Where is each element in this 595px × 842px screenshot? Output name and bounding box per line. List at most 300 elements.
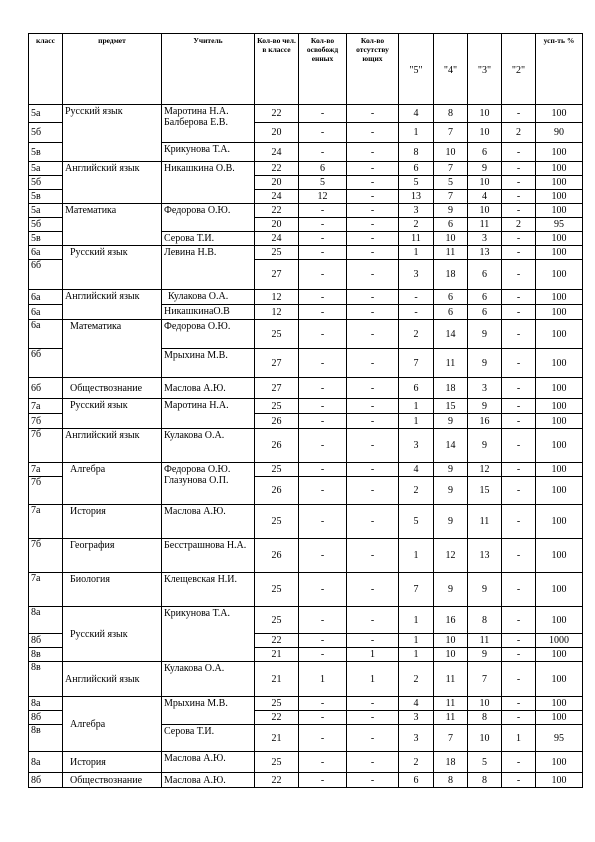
exempt-cell: - <box>299 648 347 662</box>
grade5-cell: 11 <box>399 232 434 246</box>
grade4-cell: 7 <box>434 162 468 176</box>
grade4-cell: 9 <box>434 505 468 539</box>
progress-cell: 100 <box>536 246 583 260</box>
class-cell: 7б <box>29 429 63 463</box>
header-class: класс <box>29 34 63 105</box>
class-cell: 8а <box>29 752 63 773</box>
grade3-cell: 6 <box>468 143 502 162</box>
grade3-cell: 9 <box>468 162 502 176</box>
subject-cell: Математика <box>63 204 162 246</box>
count-cell: 12 <box>255 305 299 320</box>
grade5-cell: 13 <box>399 190 434 204</box>
grade2-cell: - <box>502 349 536 378</box>
absent-cell: - <box>347 232 399 246</box>
grade4-cell: 14 <box>434 429 468 463</box>
grade5-cell: 8 <box>399 143 434 162</box>
grade5-cell: 2 <box>399 752 434 773</box>
progress-cell: 100 <box>536 232 583 246</box>
count-cell: 25 <box>255 246 299 260</box>
header-row <box>29 34 583 105</box>
count-cell: 25 <box>255 320 299 349</box>
grade5-cell: 7 <box>399 349 434 378</box>
count-cell: 21 <box>255 648 299 662</box>
progress-cell: 100 <box>536 539 583 573</box>
grade3-cell: 11 <box>468 218 502 232</box>
grade3-cell: 8 <box>468 773 502 788</box>
exempt-cell: - <box>299 232 347 246</box>
class-cell: 6б <box>29 349 63 378</box>
absent-cell: 1 <box>347 662 399 697</box>
grade3-cell: 10 <box>468 176 502 190</box>
progress-cell: 100 <box>536 773 583 788</box>
grade5-cell: 1 <box>399 399 434 414</box>
exempt-cell: - <box>299 634 347 648</box>
grade3-cell: 7 <box>468 662 502 697</box>
grade5-cell: 2 <box>399 477 434 505</box>
teacher-cell: Мрыхина М.В. <box>162 697 255 725</box>
teacher-cell: НикашкинаО.В <box>162 305 255 320</box>
subject-cell: Обществознание <box>63 773 162 788</box>
grade5-cell: 2 <box>399 320 434 349</box>
grade2-cell: - <box>502 378 536 399</box>
grade2-cell: - <box>502 105 536 123</box>
absent-cell: - <box>347 414 399 429</box>
grade3-cell: 10 <box>468 123 502 143</box>
absent-cell: - <box>347 725 399 752</box>
absent-cell: - <box>347 573 399 607</box>
grade4-cell: 11 <box>434 662 468 697</box>
grade5-cell: 1 <box>399 634 434 648</box>
grade4-cell: 9 <box>434 463 468 477</box>
count-cell: 26 <box>255 477 299 505</box>
count-cell: 27 <box>255 378 299 399</box>
teacher-cell: Крикунова Т.А. <box>162 607 255 662</box>
absent-cell: - <box>347 539 399 573</box>
table-row <box>29 378 583 399</box>
grade5-cell: 3 <box>399 711 434 725</box>
teacher-cell: Маслова А.Ю. <box>162 378 255 399</box>
grade3-cell: 12 <box>468 463 502 477</box>
absent-cell: - <box>347 378 399 399</box>
grade2-cell: - <box>502 290 536 305</box>
table-row <box>29 662 583 697</box>
grade2-cell: - <box>502 463 536 477</box>
grade4-cell: 8 <box>434 773 468 788</box>
absent-cell: 1 <box>347 648 399 662</box>
grade5-cell: 5 <box>399 505 434 539</box>
table-row <box>29 320 583 349</box>
absent-cell: - <box>347 463 399 477</box>
count-cell: 25 <box>255 573 299 607</box>
absent-cell: - <box>347 429 399 463</box>
subject-cell: История <box>63 505 162 539</box>
exempt-cell: - <box>299 463 347 477</box>
teacher-cell: Маротина Н.А. Балберова Е.В. <box>162 105 255 143</box>
count-cell: 25 <box>255 399 299 414</box>
grade3-cell: 10 <box>468 204 502 218</box>
grade4-cell: 6 <box>434 218 468 232</box>
table-row <box>29 752 583 773</box>
grade3-cell: 16 <box>468 414 502 429</box>
grade2-cell: 2 <box>502 123 536 143</box>
exempt-cell: - <box>299 305 347 320</box>
class-cell: 5в <box>29 232 63 246</box>
teacher-cell: Клещевская Н.И. <box>162 573 255 607</box>
progress-cell: 100 <box>536 320 583 349</box>
count-cell: 25 <box>255 463 299 477</box>
grade3-cell: 13 <box>468 246 502 260</box>
class-cell: 8б <box>29 711 63 725</box>
exempt-cell: - <box>299 711 347 725</box>
grade3-cell: 4 <box>468 190 502 204</box>
grade5-cell: 7 <box>399 573 434 607</box>
count-cell: 20 <box>255 176 299 190</box>
subject-cell: Алгебра <box>63 463 162 505</box>
exempt-cell: - <box>299 573 347 607</box>
teacher-cell: Никашкина О.В. <box>162 162 255 204</box>
progress-cell: 100 <box>536 305 583 320</box>
class-cell: 5в <box>29 190 63 204</box>
teacher-cell: Крикунова Т.А. <box>162 143 255 162</box>
class-cell: 6а <box>29 290 63 305</box>
teacher-cell: Федорова О.Ю. <box>162 204 255 232</box>
header-grade-4: "4" <box>434 34 468 105</box>
exempt-cell: - <box>299 725 347 752</box>
count-cell: 24 <box>255 190 299 204</box>
grade5-cell: 4 <box>399 463 434 477</box>
exempt-cell: - <box>299 773 347 788</box>
class-cell: 5а <box>29 162 63 176</box>
grade2-cell: - <box>502 260 536 290</box>
class-cell: 8в <box>29 725 63 752</box>
count-cell: 26 <box>255 539 299 573</box>
absent-cell: - <box>347 190 399 204</box>
exempt-cell: - <box>299 204 347 218</box>
header-grade-2: "2" <box>502 34 536 105</box>
progress-cell: 100 <box>536 607 583 634</box>
exempt-cell: - <box>299 697 347 711</box>
class-cell: 6а <box>29 246 63 260</box>
progress-cell: 100 <box>536 429 583 463</box>
grade5-cell: 1 <box>399 123 434 143</box>
exempt-cell: 5 <box>299 176 347 190</box>
subject-cell: Русский язык <box>63 399 162 429</box>
progress-cell: 100 <box>536 162 583 176</box>
grade5-cell: 2 <box>399 662 434 697</box>
absent-cell: - <box>347 634 399 648</box>
count-cell: 22 <box>255 162 299 176</box>
progress-cell: 100 <box>536 711 583 725</box>
subject-cell: История <box>63 752 162 773</box>
progress-cell: 100 <box>536 260 583 290</box>
progress-cell: 100 <box>536 378 583 399</box>
grade4-cell: 18 <box>434 378 468 399</box>
progress-cell: 100 <box>536 662 583 697</box>
exempt-cell: - <box>299 349 347 378</box>
exempt-cell: - <box>299 260 347 290</box>
grade4-cell: 7 <box>434 725 468 752</box>
absent-cell: - <box>347 143 399 162</box>
grade2-cell: 2 <box>502 218 536 232</box>
table-row <box>29 607 583 634</box>
count-cell: 24 <box>255 232 299 246</box>
grade2-cell: - <box>502 648 536 662</box>
teacher-cell: Маслова А.Ю. <box>162 773 255 788</box>
grade4-cell: 10 <box>434 634 468 648</box>
teacher-cell: Серова Т.И. <box>162 232 255 246</box>
grade3-cell: 10 <box>468 725 502 752</box>
grade4-cell: 10 <box>434 232 468 246</box>
grade5-cell: 6 <box>399 162 434 176</box>
class-cell: 5в <box>29 143 63 162</box>
count-cell: 22 <box>255 773 299 788</box>
class-cell: 7а <box>29 399 63 414</box>
exempt-cell: - <box>299 246 347 260</box>
exempt-cell: - <box>299 378 347 399</box>
grade5-cell: 5 <box>399 176 434 190</box>
count-cell: 21 <box>255 662 299 697</box>
absent-cell: - <box>347 399 399 414</box>
grade3-cell: 9 <box>468 648 502 662</box>
grade3-cell: 9 <box>468 349 502 378</box>
grade2-cell: 1 <box>502 725 536 752</box>
class-cell: 8в <box>29 662 63 697</box>
count-cell: 21 <box>255 725 299 752</box>
grade3-cell: 6 <box>468 260 502 290</box>
absent-cell: - <box>347 711 399 725</box>
table-row <box>29 697 583 711</box>
grade2-cell: - <box>502 246 536 260</box>
grade4-cell: 11 <box>434 246 468 260</box>
grade2-cell: - <box>502 305 536 320</box>
header-teacher: Учитель <box>162 34 255 105</box>
progress-cell: 100 <box>536 176 583 190</box>
table-row <box>29 539 583 573</box>
table-row <box>29 505 583 539</box>
class-cell: 7б <box>29 414 63 429</box>
grade5-cell: 3 <box>399 725 434 752</box>
grade2-cell: - <box>502 505 536 539</box>
absent-cell: - <box>347 752 399 773</box>
progress-cell: 100 <box>536 399 583 414</box>
count-cell: 24 <box>255 143 299 162</box>
header-count-exempt: Кол-во освобожд енных <box>299 34 347 105</box>
teacher-cell: Федорова О.Ю. <box>162 320 255 349</box>
teacher-cell: Маротина Н.А. <box>162 399 255 429</box>
exempt-cell: - <box>299 505 347 539</box>
absent-cell: - <box>347 260 399 290</box>
count-cell: 20 <box>255 123 299 143</box>
grade4-cell: 6 <box>434 305 468 320</box>
absent-cell: - <box>347 773 399 788</box>
class-cell: 7а <box>29 505 63 539</box>
grade3-cell: 6 <box>468 305 502 320</box>
grade4-cell: 14 <box>434 320 468 349</box>
grade4-cell: 10 <box>434 648 468 662</box>
class-cell: 6а <box>29 305 63 320</box>
progress-cell: 100 <box>536 190 583 204</box>
teacher-cell: Маслова А.Ю. <box>162 505 255 539</box>
class-cell: 6а <box>29 320 63 349</box>
grade2-cell: - <box>502 573 536 607</box>
absent-cell: - <box>347 204 399 218</box>
subject-cell: Русский язык <box>63 105 162 162</box>
progress-cell: 100 <box>536 477 583 505</box>
absent-cell: - <box>347 320 399 349</box>
grade4-cell: 12 <box>434 539 468 573</box>
absent-cell: - <box>347 218 399 232</box>
class-cell: 7б <box>29 477 63 505</box>
class-cell: 5б <box>29 176 63 190</box>
exempt-cell: - <box>299 752 347 773</box>
grade2-cell: - <box>502 399 536 414</box>
class-cell: 6б <box>29 260 63 290</box>
grade3-cell: 9 <box>468 573 502 607</box>
exempt-cell: - <box>299 290 347 305</box>
exempt-cell: 12 <box>299 190 347 204</box>
exempt-cell: 1 <box>299 662 347 697</box>
exempt-cell: - <box>299 399 347 414</box>
count-cell: 25 <box>255 697 299 711</box>
grade3-cell: 8 <box>468 607 502 634</box>
grade4-cell: 10 <box>434 143 468 162</box>
class-cell: 8а <box>29 607 63 634</box>
grade5-cell: - <box>399 305 434 320</box>
absent-cell: - <box>347 290 399 305</box>
class-cell: 7а <box>29 573 63 607</box>
absent-cell: - <box>347 246 399 260</box>
grade3-cell: 5 <box>468 752 502 773</box>
class-cell: 5а <box>29 105 63 123</box>
absent-cell: - <box>347 123 399 143</box>
progress-cell: 100 <box>536 697 583 711</box>
progress-cell: 100 <box>536 290 583 305</box>
header-subject: предмет <box>63 34 162 105</box>
teacher-cell: Серова Т.И. <box>162 725 255 752</box>
subject-cell: Русский язык <box>63 607 162 662</box>
absent-cell: - <box>347 176 399 190</box>
count-cell: 26 <box>255 429 299 463</box>
exempt-cell: - <box>299 218 347 232</box>
table-row <box>29 399 583 414</box>
count-cell: 12 <box>255 290 299 305</box>
absent-cell: - <box>347 105 399 123</box>
exempt-cell: - <box>299 429 347 463</box>
grade5-cell: 6 <box>399 773 434 788</box>
exempt-cell: - <box>299 414 347 429</box>
grade5-cell: 1 <box>399 539 434 573</box>
grade2-cell: - <box>502 711 536 725</box>
grade2-cell: - <box>502 773 536 788</box>
grade3-cell: 8 <box>468 711 502 725</box>
grade5-cell: 3 <box>399 204 434 218</box>
subject-cell: Английский язык <box>63 162 162 204</box>
grade2-cell: - <box>502 414 536 429</box>
grade2-cell: - <box>502 539 536 573</box>
grade2-cell: - <box>502 697 536 711</box>
teacher-cell: Маслова А.Ю. <box>162 752 255 773</box>
grade5-cell: 3 <box>399 260 434 290</box>
grade5-cell: 1 <box>399 607 434 634</box>
class-cell: 5а <box>29 204 63 218</box>
grade5-cell: 4 <box>399 697 434 711</box>
exempt-cell: - <box>299 477 347 505</box>
grade4-cell: 8 <box>434 105 468 123</box>
count-cell: 26 <box>255 414 299 429</box>
progress-cell: 95 <box>536 218 583 232</box>
exempt-cell: - <box>299 143 347 162</box>
exempt-cell: - <box>299 607 347 634</box>
class-cell: 8б <box>29 773 63 788</box>
grade2-cell: - <box>502 232 536 246</box>
grade4-cell: 7 <box>434 123 468 143</box>
table-row <box>29 105 583 123</box>
grade4-cell: 5 <box>434 176 468 190</box>
grade4-cell: 16 <box>434 607 468 634</box>
grade3-cell: 9 <box>468 399 502 414</box>
header-count-in-class: Кол-во чел. в классе <box>255 34 299 105</box>
absent-cell: - <box>347 162 399 176</box>
teacher-cell: Мрыхина М.В. <box>162 349 255 378</box>
count-cell: 22 <box>255 711 299 725</box>
teacher-cell: Левина Н.В. <box>162 246 255 290</box>
progress-cell: 90 <box>536 123 583 143</box>
exempt-cell: - <box>299 123 347 143</box>
grade2-cell: - <box>502 176 536 190</box>
grade5-cell: 2 <box>399 218 434 232</box>
grade2-cell: - <box>502 607 536 634</box>
count-cell: 22 <box>255 634 299 648</box>
grade5-cell: 6 <box>399 378 434 399</box>
class-cell: 8а <box>29 697 63 711</box>
progress-cell: 100 <box>536 648 583 662</box>
header-count-absent: Кол-во отсутству ющих <box>347 34 399 105</box>
absent-cell: - <box>347 505 399 539</box>
grade2-cell: - <box>502 190 536 204</box>
class-cell: 6б <box>29 378 63 399</box>
class-cell: 8в <box>29 648 63 662</box>
table-row <box>29 429 583 463</box>
grade3-cell: 13 <box>468 539 502 573</box>
subject-cell: Алгебра <box>63 697 162 752</box>
grade4-cell: 9 <box>434 477 468 505</box>
class-cell: 8б <box>29 634 63 648</box>
teacher-cell: Федорова О.Ю. Глазунова О.П. <box>162 463 255 505</box>
subject-cell: Английский язык <box>63 662 162 697</box>
class-cell: 7а <box>29 463 63 477</box>
progress-cell: 100 <box>536 463 583 477</box>
table-row <box>29 290 583 305</box>
count-cell: 22 <box>255 105 299 123</box>
grade2-cell: - <box>502 429 536 463</box>
grade4-cell: 15 <box>434 399 468 414</box>
grade2-cell: - <box>502 477 536 505</box>
grade5-cell: 1 <box>399 246 434 260</box>
progress-cell: 100 <box>536 349 583 378</box>
table-row <box>29 573 583 607</box>
teacher-cell: Кулакова О.А. <box>162 429 255 463</box>
progress-cell: 100 <box>536 505 583 539</box>
absent-cell: - <box>347 349 399 378</box>
grade3-cell: 3 <box>468 378 502 399</box>
grade5-cell: 4 <box>399 105 434 123</box>
grade4-cell: 11 <box>434 711 468 725</box>
grade3-cell: 11 <box>468 634 502 648</box>
grade4-cell: 7 <box>434 190 468 204</box>
table-row <box>29 204 583 218</box>
subject-cell: Русский язык <box>63 246 162 290</box>
progress-cell: 100 <box>536 143 583 162</box>
